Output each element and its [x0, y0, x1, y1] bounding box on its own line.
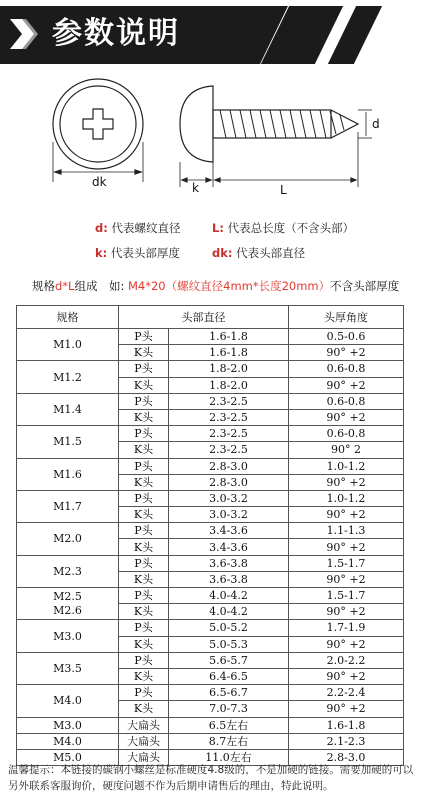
- thickness-cell: 90° +2: [289, 507, 404, 523]
- diameter-cell: 5.6-5.7: [169, 652, 289, 668]
- thickness-cell: 0.5-0.6: [289, 329, 404, 345]
- spec-cell: M1.4: [17, 393, 119, 425]
- type-cell: P头: [119, 555, 169, 571]
- thickness-cell: 0.6-0.8: [289, 393, 404, 409]
- table-row: [17, 426, 404, 442]
- k-label: k: [192, 181, 199, 195]
- type-cell: P头: [119, 652, 169, 668]
- thickness-cell: 1.0-1.2: [289, 458, 404, 474]
- dk-label: dk: [92, 175, 107, 189]
- thickness-cell: 90° +2: [289, 377, 404, 393]
- type-cell: K头: [119, 474, 169, 490]
- diameter-cell: 11.0左右: [169, 749, 289, 765]
- screw-drawing: [0, 72, 421, 202]
- legend-text: 代表螺纹直径: [111, 221, 181, 235]
- table-row: [17, 329, 404, 345]
- diameter-cell: 3.4-3.6: [169, 523, 289, 539]
- thickness-cell: 90° 2: [289, 442, 404, 458]
- diameter-cell: 5.0-5.3: [169, 636, 289, 652]
- thickness-cell: 2.2-2.4: [289, 685, 404, 701]
- type-cell: K头: [119, 442, 169, 458]
- diameter-cell: 6.4-6.5: [169, 668, 289, 684]
- spec-cell: M1.2: [17, 361, 119, 393]
- legend-key: dk:: [212, 246, 233, 260]
- type-cell: P头: [119, 490, 169, 506]
- diameter-cell: 2.8-3.0: [169, 458, 289, 474]
- legend-d: [95, 220, 181, 236]
- spec-cell: M4.0: [17, 685, 119, 717]
- table-row: [17, 458, 404, 474]
- type-cell: P头: [119, 523, 169, 539]
- table-row: [17, 555, 404, 571]
- legend-key: d:: [95, 221, 108, 235]
- thickness-cell: 1.5-1.7: [289, 555, 404, 571]
- type-cell: K头: [119, 507, 169, 523]
- type-cell: K头: [119, 377, 169, 393]
- thickness-cell: 1.0-1.2: [289, 490, 404, 506]
- thickness-cell: 90° +2: [289, 539, 404, 555]
- thickness-cell: 1.7-1.9: [289, 620, 404, 636]
- table-row: [17, 490, 404, 506]
- type-cell: K头: [119, 571, 169, 587]
- type-cell: 大扁头: [119, 733, 169, 749]
- table-header-row: [17, 306, 404, 329]
- type-cell: K头: [119, 701, 169, 717]
- diameter-cell: 2.8-3.0: [169, 474, 289, 490]
- type-cell: K头: [119, 539, 169, 555]
- diameter-cell: 2.3-2.5: [169, 393, 289, 409]
- type-cell: P头: [119, 588, 169, 604]
- thickness-cell: 90° +2: [289, 571, 404, 587]
- thickness-cell: 0.6-0.8: [289, 361, 404, 377]
- legend-key: L:: [212, 221, 224, 235]
- table-row: [17, 588, 404, 604]
- diameter-cell: 2.3-2.5: [169, 409, 289, 425]
- diameter-cell: 4.0-4.2: [169, 604, 289, 620]
- legend-text: 代表总长度（不含头部）: [227, 221, 355, 235]
- diameter-cell: 1.6-1.8: [169, 345, 289, 361]
- header-spec: 规格: [17, 306, 119, 329]
- type-cell: K头: [119, 409, 169, 425]
- L-label: L: [280, 183, 287, 197]
- thickness-cell: 2.8-3.0: [289, 749, 404, 765]
- type-cell: K头: [119, 345, 169, 361]
- diameter-cell: 2.3-2.5: [169, 442, 289, 458]
- example-suffix: 组成 如:: [74, 279, 125, 293]
- example-prefix: 规格: [32, 279, 55, 293]
- table-row: [17, 717, 404, 733]
- spec-cell: M1.0: [17, 329, 119, 361]
- spec-cell: M1.6: [17, 458, 119, 490]
- legend-L: [212, 220, 354, 236]
- type-cell: P头: [119, 361, 169, 377]
- diameter-cell: 4.0-4.2: [169, 588, 289, 604]
- diameter-cell: 6.5左右: [169, 717, 289, 733]
- thickness-cell: 90° +2: [289, 701, 404, 717]
- spec-cell: M2.3: [17, 555, 119, 587]
- type-cell: K头: [119, 668, 169, 684]
- header-head-diameter: 头部直径: [119, 306, 289, 329]
- diameter-cell: 8.7左右: [169, 733, 289, 749]
- screw-side-view: [180, 86, 372, 187]
- spec-cell: M2.5 M2.6: [17, 588, 119, 620]
- diameter-cell: 1.8-2.0: [169, 377, 289, 393]
- thickness-cell: 0.6-0.8: [289, 426, 404, 442]
- type-cell: P头: [119, 458, 169, 474]
- table-body: [17, 329, 404, 766]
- legend-text: 代表头部直径: [236, 246, 306, 260]
- example-sample: M4*20（螺纹直径4mm*长度20mm）: [128, 279, 331, 293]
- type-cell: P头: [119, 685, 169, 701]
- table-row: [17, 685, 404, 701]
- table-row: [17, 652, 404, 668]
- thickness-cell: 1.1-1.3: [289, 523, 404, 539]
- table-row: [17, 733, 404, 749]
- table-row: [17, 620, 404, 636]
- diameter-cell: 3.6-3.8: [169, 571, 289, 587]
- footer-note: 温馨提示：本链接的碳钢小螺丝是标准硬度4.8级的，不是加硬的链接。需要加硬的可以另外联系客服询价，硬度问题不作为后期申请售后的理由，特此说明。: [8, 764, 414, 792]
- type-cell: 大扁头: [119, 749, 169, 765]
- thickness-cell: 90° +2: [289, 409, 404, 425]
- type-cell: P头: [119, 393, 169, 409]
- spec-cell: M3.5: [17, 652, 119, 684]
- spec-cell: M4.0: [17, 733, 119, 749]
- diameter-cell: 1.8-2.0: [169, 361, 289, 377]
- type-cell: P头: [119, 426, 169, 442]
- spec-example: [32, 278, 399, 294]
- legend-text: 代表头部厚度: [110, 246, 180, 260]
- diameter-cell: 3.6-3.8: [169, 555, 289, 571]
- thickness-cell: 1.6-1.8: [289, 717, 404, 733]
- diameter-cell: 7.0-7.3: [169, 701, 289, 717]
- type-cell: P头: [119, 329, 169, 345]
- legend-k: [95, 245, 180, 261]
- diameter-cell: 3.0-3.2: [169, 507, 289, 523]
- spec-table: [16, 305, 404, 766]
- type-cell: 大扁头: [119, 717, 169, 733]
- thickness-cell: 1.5-1.7: [289, 588, 404, 604]
- type-cell: K头: [119, 604, 169, 620]
- spec-cell: M3.0: [17, 620, 119, 652]
- spec-cell: M5.0: [17, 749, 119, 765]
- type-cell: P头: [119, 620, 169, 636]
- header-head-thickness: 头厚角度: [289, 306, 404, 329]
- example-dl: d*L: [55, 279, 75, 293]
- thickness-cell: 2.1-2.3: [289, 733, 404, 749]
- page-title: 参数说明: [52, 16, 180, 51]
- thickness-cell: 2.0-2.2: [289, 652, 404, 668]
- thickness-cell: 90° +2: [289, 474, 404, 490]
- table-row: [17, 361, 404, 377]
- diameter-cell: 2.3-2.5: [169, 426, 289, 442]
- diameter-cell: 6.5-6.7: [169, 685, 289, 701]
- thickness-cell: 90° +2: [289, 668, 404, 684]
- chevron-icon: [8, 17, 42, 51]
- diameter-cell: 5.0-5.2: [169, 620, 289, 636]
- table-row: [17, 393, 404, 409]
- diameter-cell: 3.4-3.6: [169, 539, 289, 555]
- thickness-cell: 90° +2: [289, 636, 404, 652]
- diameter-cell: 1.6-1.8: [169, 329, 289, 345]
- table-row: [17, 523, 404, 539]
- type-cell: K头: [119, 636, 169, 652]
- spec-cell: M3.0: [17, 717, 119, 733]
- thickness-cell: 90° +2: [289, 604, 404, 620]
- spec-cell: M1.5: [17, 426, 119, 458]
- legend-dk: [212, 245, 305, 261]
- spec-cell: M2.0: [17, 523, 119, 555]
- legend-key: k:: [95, 246, 108, 260]
- head-top-view: [53, 79, 143, 182]
- diameter-cell: 3.0-3.2: [169, 490, 289, 506]
- example-note: 不含头部厚度: [330, 279, 400, 293]
- d-label: d: [372, 117, 380, 131]
- spec-cell: M1.7: [17, 490, 119, 522]
- thickness-cell: 90° +2: [289, 345, 404, 361]
- header-banner: [0, 0, 421, 72]
